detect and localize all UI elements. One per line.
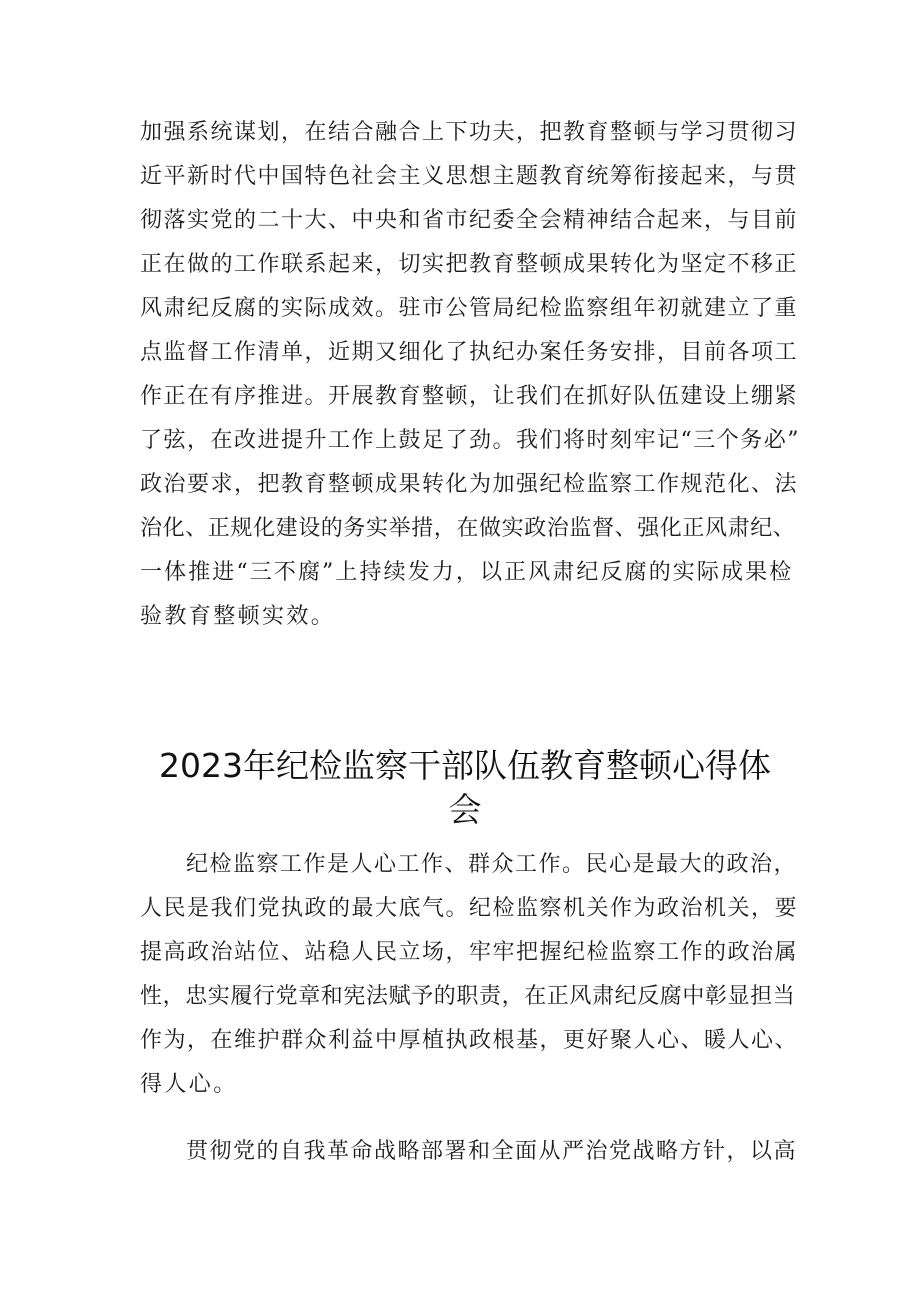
text-line: 彻落实党的二十大、中央和省市纪委全会精神结合起来，与目前: [140, 208, 799, 233]
text-line: 纪检监察工作是人心工作、群众工作。民心是最大的政治，: [186, 852, 798, 877]
section-title-line: 2023年纪检监察干部队伍教育整顿心得体: [159, 746, 771, 785]
text-line: 治化、正规化建设的务实举措，在做实政治监督、强化正风肃纪、: [140, 516, 796, 541]
body-paragraph: [140, 1130, 800, 1174]
text-line: 人民是我们党执政的最大底气。纪检监察机关作为政治机关，要: [140, 896, 799, 921]
continuation-paragraph: [140, 111, 800, 639]
text-line: 验教育整顿实效。: [140, 604, 336, 629]
text-line: 一体推进“三不腐”上持续发力，以正风肃纪反腐的实际成果检: [140, 560, 794, 585]
section-title-line: 会: [448, 790, 482, 829]
text-line: 得人心。: [140, 1072, 238, 1097]
text-line: 近平新时代中国特色社会主义思想主题教育统筹衔接起来，与贯: [140, 164, 799, 189]
text-line: 作正在有序推进。开展教育整顿，让我们在抓好队伍建设上绷紧: [140, 384, 799, 409]
text-line: 政治要求，把教育整顿成果转化为加强纪检监察工作规范化、法: [140, 472, 799, 497]
body-paragraph: [140, 843, 800, 1107]
text-line: 点监督工作清单，近期又细化了执纪办案任务安排，目前各项工: [140, 340, 799, 365]
text-line: 性，忠实履行党章和宪法赋予的职责，在正风肃纪反腐中彰显担当: [140, 984, 796, 1009]
text-line: 作为，在维护群众利益中厚植执政根基，更好聚人心、暖人心、: [140, 1028, 799, 1053]
text-line: 贯彻党的自我革命战略部署和全面从严治党战略方针，以高: [186, 1139, 798, 1164]
text-line: 风肃纪反腐的实际成效。驻市公管局纪检监察组年初就建立了重: [140, 296, 799, 321]
text-line: 了弦，在改进提升工作上鼓足了劲。我们将时刻牢记“三个务必”: [140, 428, 800, 453]
text-line: 正在做的工作联系起来，切实把教育整顿成果转化为坚定不移正: [140, 252, 799, 277]
text-line: 提高政治站位、站稳人民立场，牢牢把握纪检监察工作的政治属: [140, 940, 799, 965]
section-title: [120, 744, 810, 832]
text-line: 加强系统谋划，在结合融合上下功夫，把教育整顿与学习贯彻习: [140, 120, 799, 145]
